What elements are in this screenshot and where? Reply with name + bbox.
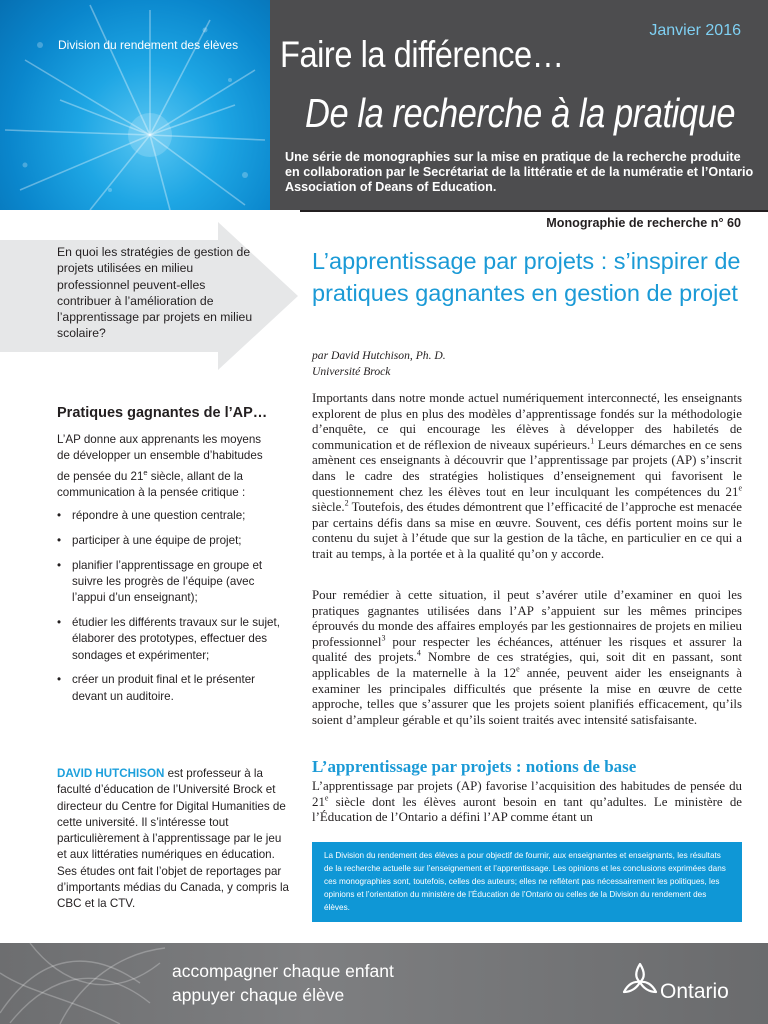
footer-tagline-1: accompagner chaque enfant xyxy=(172,961,394,981)
division-name: Division du rendement des élèves xyxy=(58,38,239,52)
list-item: • étudier les différents travaux sur le sujet, élaborer des prototypes, effectuer des sondages et expérimenter; xyxy=(57,615,289,664)
trillium-logo-icon xyxy=(618,960,662,1000)
footer-tagline-2: appuyer chaque élève xyxy=(172,985,345,1005)
list-item: • planifier l’apprentissage en groupe et suivre les progrès de l’équipe (avec l’appui d’un enseignant); xyxy=(57,558,289,607)
publication-date: Janvier 2016 xyxy=(649,22,741,39)
header-divider xyxy=(300,210,768,212)
author-bio xyxy=(57,766,289,913)
monograph-number: Monographie de recherche n° 60 xyxy=(546,216,741,230)
practices-intro: L’AP donne aux apprenants les moyens de développer un ensemble d’habitudes de pensée du 21e siècle, allant de la communication à la pensée critique : xyxy=(57,433,263,499)
paragraph-1: Importants dans notre monde actuel numériquement interconnecté, les enseignants explorent de plus en plus des modèles d’apprentissage fondés sur la méthodologie d’enquête, ce qui encourage les élèves à développer des habiletés de communication et de réflexion de niveaux supérieurs.$^1$ Leurs démarches en ce sens amènent ces enseignants à découvrir que l’apprentissage par projets (AP) s’inscrit dans le cadre des stratégies holistiques d’enseignement qui favorisent le questionnement chez les élèves tout en leur inculquant les compétences du 21e siècle.$^2$ Toutefois, des études démontrent que l’efficacité de l’approche est menacée par certains défis dans sa mise en œuvre. Souvent, ces défis portent moins sur le contenu du sujet à l’étude que sur la gestion de la tâche, en particulier en ce qui a trait au temps, à la portée et à la qualité qu’on y accorde. xyxy=(312,391,742,561)
paragraph-3: L’apprentissage par projets (AP) favorise l’acquisition des habitudes de pensée du 21e siècle dont les élèves auront besoin en tant qu’adultes. Le ministère de l’Éducation de l’Ontario a défini l’AP comme étant un xyxy=(312,779,742,825)
section-heading: L’apprentissage par projets : notions de base xyxy=(312,757,637,776)
article-title: L’apprentissage par projets : s’inspirer de pratiques gagnantes en gestion de projet xyxy=(312,248,741,306)
author-name: par David Hutchison, Ph. D. xyxy=(312,349,446,362)
practices-heading: Pratiques gagnantes de l’AP… xyxy=(57,405,268,421)
byline xyxy=(312,348,446,380)
author-bio-name: DAVID HUTCHISON xyxy=(57,767,165,780)
header-blue-panel xyxy=(0,0,270,210)
disclaimer-box: La Division du rendement des élèves a pour objectif de fournir, aux enseignantes et enseignants, les résultats de la recherche actuelle sur l’enseignement et l’apprentissage. Les opinions et les conclusions exprimées dans ces monographies sont, toutefois, celles des auteurs; elles ne reflètent pas nécessairement les politiques, les opinions et l’orientation du ministère de l’Éducation de l’Ontario ou celles de la Division du rendement des élèves. xyxy=(312,842,742,922)
guiding-question: En quoi les stratégies de gestion de projets utilisées en milieu professionnel peuvent-elles contribuer à l’amélioration de l’apprentissage par projets en milieu scolaire? xyxy=(57,245,253,341)
series-description: Une série de monographies sur la mise en pratique de la recherche produite en collaboration par le Secrétariat de la littératie et de la numératie et l’Ontario Association of Deans of Education. xyxy=(285,150,754,194)
list-item: • répondre à une question centrale; xyxy=(57,508,289,524)
series-title: Faire la différence… xyxy=(280,34,564,75)
practices-list xyxy=(57,508,289,713)
series-subtitle: De la recherche à la pratique xyxy=(305,90,736,136)
list-item: • créer un produit final et le présenter devant un auditoire. xyxy=(57,672,289,705)
paragraph-2: Pour remédier à cette situation, il peut s’avérer utile d’examiner en quoi les pratiques gagnantes utilisées dans l’AP s’appuient sur les mêmes principes éprouvés du monde des affaires employés par les gestionnaires de projets en milieu professionnel$^3$ pour respecter les échéances, atténuer les risques et assurer la qualité des projets.$^4$ Nombre de ces stratégies, qui, soit dit en passant, sont applicables de la maternelle à la 12e année, peuvent aider les enseignants à examiner les principales difficultés que présente la mise en œuvre de cette approche, telles que s’assurer que les projets soient planifiés efficacement, qu’ils soient d’ampleur gérable et qu’ils soient traités avec intensité satisfaisante. xyxy=(312,588,743,727)
author-affiliation: Université Brock xyxy=(312,365,391,378)
ontario-wordmark: Ontario xyxy=(660,980,729,1003)
author-bio-text: est professeur à la faculté d’éducation de l’Université Brock et directeur du Centre for Digital Humanities de cette université. Il s’intéresse tout particulièrement à l’apprentissage par le jeu et aux littératies numériques en éducation. Ses études ont fait l’objet de reportages par d’importants médias du Canada, y compris la CBC et la CTV. xyxy=(57,767,289,911)
fireworks-graphic xyxy=(0,0,270,210)
list-item: • participer à une équipe de projet; xyxy=(57,533,289,549)
